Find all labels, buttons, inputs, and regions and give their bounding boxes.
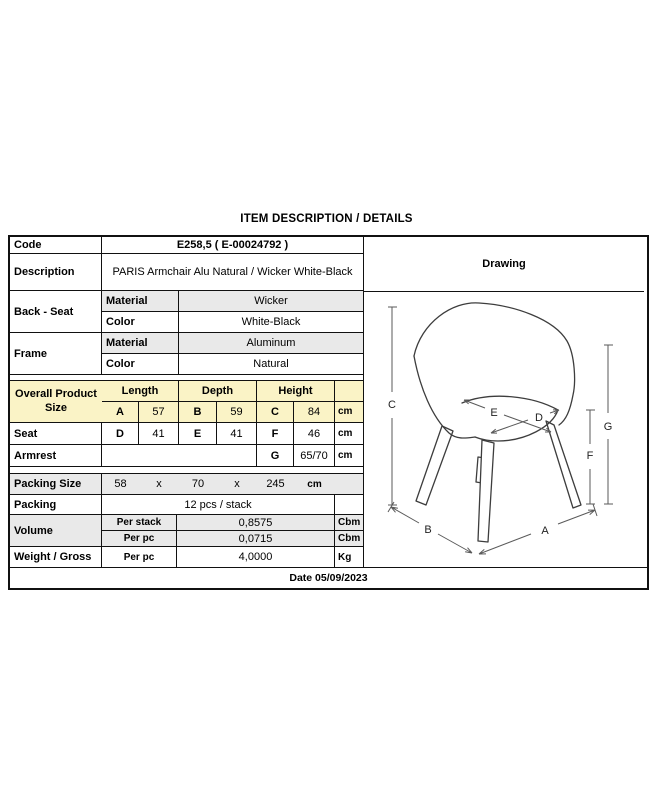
dim-value-a: 57: [139, 402, 179, 422]
frame-label: Frame: [10, 333, 102, 374]
back-seat-material-value: Wicker: [254, 295, 288, 307]
volume-per-stack-row: [102, 515, 363, 530]
overall-size-section: [10, 381, 363, 423]
dim-value-b: 59: [217, 402, 257, 422]
overall-size-label: Overall Product Size: [10, 381, 102, 422]
armrest-unit: cm: [338, 450, 353, 461]
length-header: Length: [102, 381, 179, 401]
weight-row: [10, 547, 363, 567]
seat-unit: cm: [338, 428, 353, 439]
weight-value: 4,0000: [177, 547, 335, 567]
per-stack-label: Per stack: [102, 515, 177, 530]
dim-value-g: 65/70: [294, 445, 335, 466]
frame-color-value: Natural: [253, 358, 289, 370]
height-header: Height: [257, 381, 335, 401]
volume-per-pc-value: 0,0715: [177, 531, 335, 546]
packing-size-x: x: [234, 478, 240, 490]
material-label: Material: [102, 291, 179, 311]
volume-per-stack-unit: Cbm: [338, 517, 361, 528]
back-seat-section: [10, 291, 363, 333]
back-seat-label: Back - Seat: [10, 291, 102, 332]
chair-front-right-leg: [478, 440, 494, 542]
frame-color-row: [102, 353, 363, 374]
weight-unit: Kg: [338, 551, 352, 563]
seat-label: Seat: [10, 423, 102, 444]
dimension-label-f: F: [586, 450, 594, 462]
date-row: [10, 567, 647, 588]
volume-section: [10, 515, 363, 547]
back-seat-color-row: [102, 311, 363, 332]
dim-key-c: C: [257, 402, 294, 422]
chair-seat-back-rim: [462, 396, 558, 410]
frame-material-value: Aluminum: [246, 337, 296, 349]
packing-size-depth: 70: [191, 478, 205, 490]
packing-label: Packing: [10, 495, 102, 514]
size-header-unit-cell: [335, 381, 363, 401]
material-label: Material: [102, 333, 179, 353]
description-label: Description: [10, 254, 102, 290]
date-value: Date 05/09/2023: [289, 572, 368, 584]
spacer-row: [10, 467, 363, 474]
back-seat-material-row: [102, 291, 363, 311]
dim-key-e: E: [179, 423, 217, 444]
packing-row: [10, 495, 363, 515]
dim-key-f: F: [257, 423, 294, 444]
spec-table: [8, 235, 649, 590]
dim-value-d: 41: [139, 423, 179, 444]
dim-value-c: 84: [294, 402, 335, 422]
chair-rear-right-leg: [546, 421, 581, 508]
dim-key-d: D: [102, 423, 139, 444]
chair-front-left-leg: [416, 426, 453, 505]
volume-per-pc-row: [102, 530, 363, 546]
armrest-row: [10, 445, 363, 467]
dimension-line-a: [479, 504, 597, 554]
volume-per-pc-unit: Cbm: [338, 533, 361, 544]
dim-value-e: 41: [217, 423, 257, 444]
page-title: ITEM DESCRIPTION / DETAILS: [240, 213, 413, 225]
dimension-label-e: E: [490, 407, 498, 419]
armrest-empty-cell: [102, 445, 257, 466]
color-label: Color: [102, 312, 179, 332]
packing-size-label: Packing Size: [10, 474, 102, 494]
packing-unit-empty: [335, 495, 363, 514]
volume-per-stack-value: 0,8575: [177, 515, 335, 530]
dimension-label-a: A: [541, 525, 549, 537]
chair-inner-arm-curve: [414, 356, 475, 438]
packing-size-x: x: [156, 478, 162, 490]
description-row: [10, 254, 363, 291]
dim-key-b: B: [179, 402, 217, 422]
code-row: [10, 237, 363, 254]
back-seat-color-value: White-Black: [241, 316, 301, 328]
dimension-label-c: C: [388, 399, 396, 411]
spec-table-left: [10, 237, 363, 567]
dimension-label-b: B: [424, 524, 432, 536]
size-header-row: [102, 381, 363, 402]
packing-size-height: 245: [266, 478, 285, 490]
description-value: PARIS Armchair Alu Natural / Wicker White-Black: [112, 266, 353, 278]
dim-key-a: A: [102, 402, 139, 422]
code-value: E258,5 ( E-00024792 ): [176, 239, 289, 251]
seat-row: [10, 423, 363, 445]
code-label: Code: [10, 237, 102, 253]
frame-material-row: [102, 333, 363, 353]
packing-size-row: [10, 474, 363, 495]
drawing-header: Drawing: [364, 237, 644, 292]
packing-size-values: [102, 474, 363, 494]
per-pc-label: Per pc: [102, 531, 177, 546]
chair-drawing: [364, 292, 643, 567]
color-label: Color: [102, 354, 179, 374]
depth-header: Depth: [179, 381, 257, 401]
packing-value: 12 pcs / stack: [102, 495, 335, 514]
packing-size-unit: cm: [307, 478, 322, 490]
drawing-area: [364, 292, 644, 567]
weight-per-pc-label: Per pc: [102, 547, 177, 567]
dim-value-f: 46: [294, 423, 335, 444]
dimension-label-g: G: [603, 421, 613, 433]
overall-unit: cm: [338, 406, 353, 418]
drawing-column: [363, 237, 644, 567]
overall-size-row: [102, 402, 363, 422]
weight-label: Weight / Gross: [10, 547, 102, 567]
frame-section: [10, 333, 363, 375]
chair-seat-front-rim: [475, 410, 558, 441]
volume-label: Volume: [10, 515, 102, 546]
dim-key-g: G: [257, 445, 294, 466]
packing-size-length: 58: [114, 478, 127, 490]
armrest-label: Armrest: [10, 445, 102, 466]
dimension-label-d: D: [535, 412, 543, 424]
